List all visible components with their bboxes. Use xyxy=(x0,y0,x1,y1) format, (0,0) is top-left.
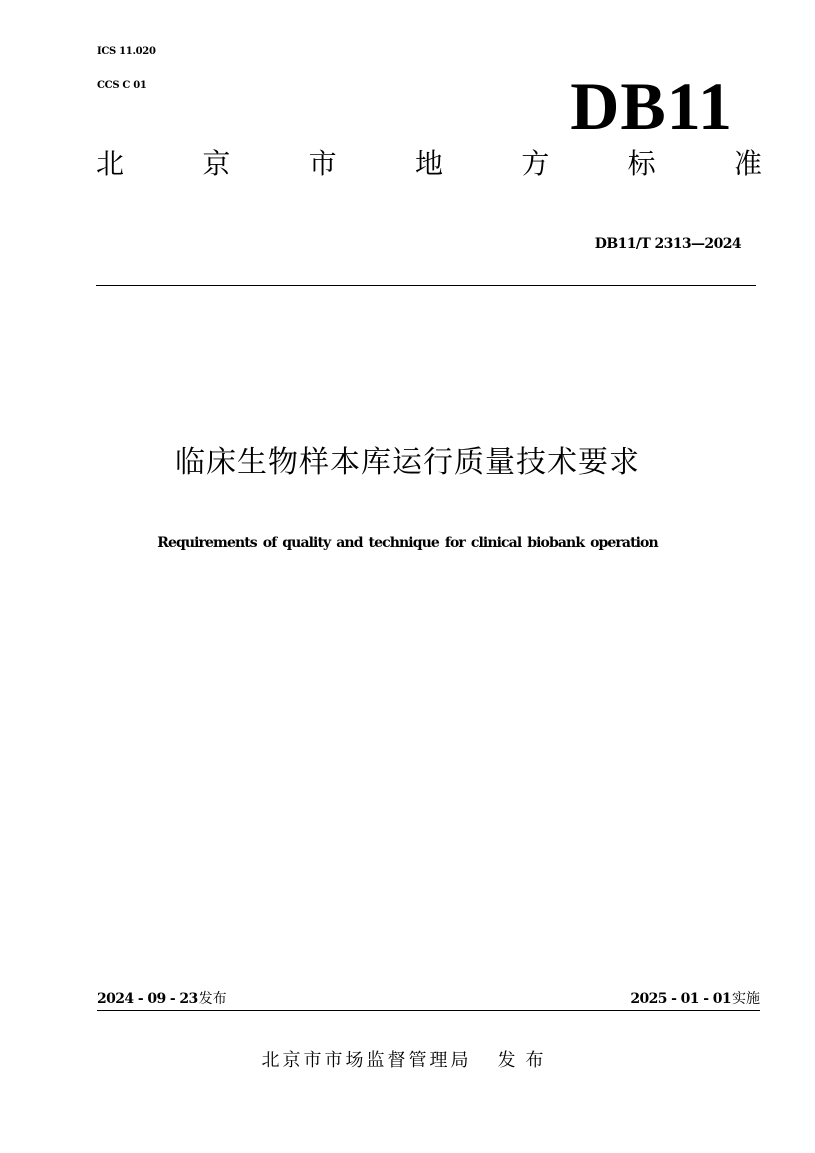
dates-row xyxy=(97,986,760,1011)
issue-label: 发布 xyxy=(198,991,227,1007)
publisher-name: 北京市市场监督管理局 xyxy=(261,1050,472,1071)
standard-type-char: 京 xyxy=(202,147,231,180)
issue-date: 2024 - 09 - 23 xyxy=(97,991,198,1007)
issue-date-block xyxy=(97,988,227,1010)
standard-type-char: 地 xyxy=(414,147,443,180)
document-title-english: Requirements of quality and technique for clinical biobank operation xyxy=(157,535,658,551)
standard-type-char: 市 xyxy=(308,147,337,180)
publisher-action: 发布 xyxy=(497,1050,554,1071)
implement-date: 2025 - 01 - 01 xyxy=(630,991,731,1007)
standard-type-heading xyxy=(96,147,762,180)
standard-brand-logo: DB11 xyxy=(570,68,733,144)
implement-label: 实施 xyxy=(732,991,760,1007)
implement-date-block xyxy=(630,988,760,1010)
standard-type-char: 北 xyxy=(96,147,125,180)
header-divider xyxy=(96,285,756,286)
standard-type-char: 标 xyxy=(627,147,656,180)
document-title-chinese: 临床生物样本库运行质量技术要求 xyxy=(175,445,640,480)
ccs-code: CCS C 01 xyxy=(97,80,147,91)
standard-number: DB11/T 2313—2024 xyxy=(594,236,741,252)
standard-type-char: 准 xyxy=(733,147,762,180)
ics-code: ICS 11.020 xyxy=(97,46,156,57)
publisher-row xyxy=(0,1052,815,1070)
standard-type-char: 方 xyxy=(521,147,550,180)
